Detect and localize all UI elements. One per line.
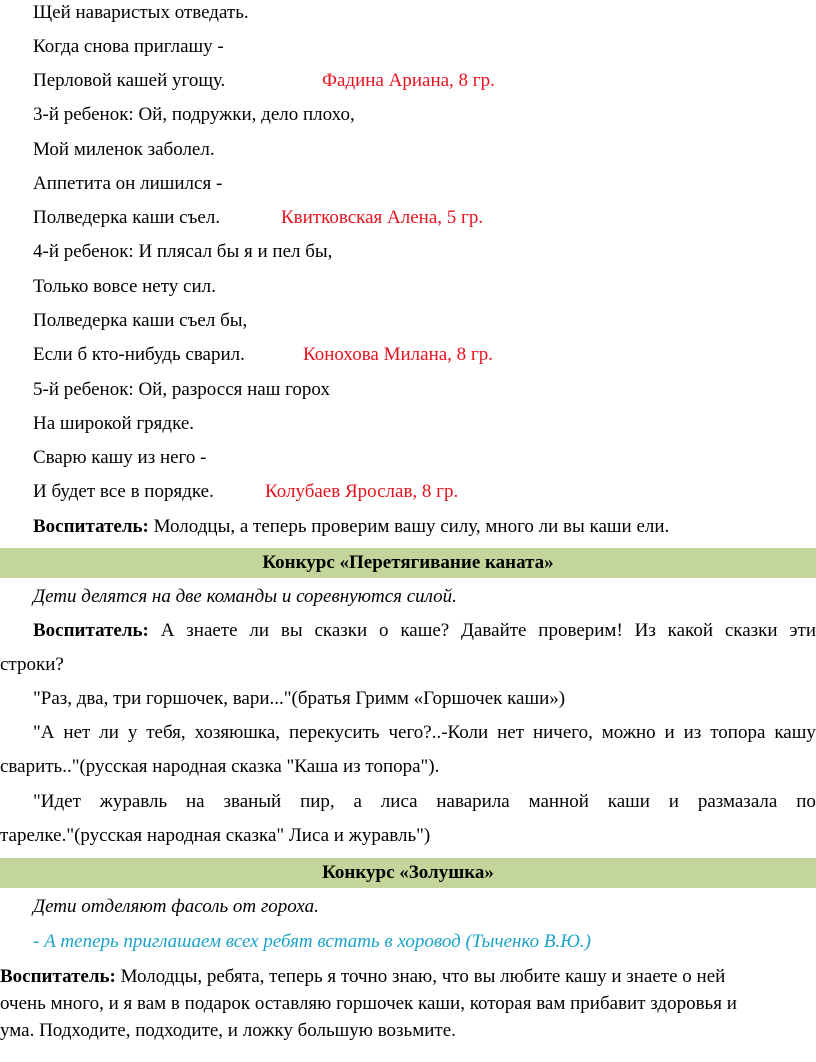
word: из: [683, 722, 702, 743]
invitation-line: - А теперь приглашаем всех ребят встать в хоровод (Тыченко В.Ю.): [33, 931, 591, 952]
justified-line: [33, 722, 816, 744]
poem-line: Мой миленок заболел.: [33, 139, 215, 160]
word: лиса: [380, 791, 418, 812]
word: Из: [634, 620, 656, 641]
poem-line: И будет все в порядке.: [33, 481, 214, 502]
poem-line: 5-й ребенок: Ой, разросся наш горох: [33, 379, 330, 400]
poem-line: Если б кто-нибудь сварил.: [33, 344, 245, 365]
contest-heading: Конкурс «Золушка»: [0, 858, 816, 888]
word: и: [664, 722, 675, 743]
word: наварила: [436, 791, 510, 812]
word: хозяюшка,: [194, 722, 281, 743]
word: проверим!: [538, 620, 623, 641]
educator-closing: [0, 966, 725, 988]
poem-line: Щей наваристых отведать.: [33, 2, 249, 23]
word: пир,: [300, 791, 335, 812]
quote-line: "Раз, два, три горшочек, вари..."(братья Гримм «Горшочек каши»): [33, 688, 566, 709]
word: перекусить: [288, 722, 380, 743]
remark-text: Молодцы, а теперь проверим вашу силу, много ли вы каши ели.: [153, 516, 670, 537]
word: ли: [99, 722, 119, 743]
word: на: [186, 791, 205, 812]
poem-line: Только вовсе нету сил.: [33, 276, 216, 297]
word: Давайте: [461, 620, 527, 641]
poem-line: 4-й ребенок: И плясал бы я и пел бы,: [33, 241, 333, 262]
word: каше?: [400, 620, 450, 641]
justified-line: [33, 620, 816, 642]
word: кашу: [774, 722, 816, 743]
speaker-label: Воспитатель:: [0, 966, 116, 987]
word: вы: [280, 620, 303, 641]
word: ничего,: [532, 722, 593, 743]
word: эти: [789, 620, 816, 641]
speaker-label: Воспитатель:: [33, 516, 149, 537]
contest-instruction: Дети отделяют фасоль от гороха.: [33, 896, 319, 917]
word: журавль: [99, 791, 168, 812]
poem-line: Сварю кашу из него -: [33, 447, 207, 468]
poem-line: На широкой грядке.: [33, 413, 195, 434]
poem-line: Полведерка каши съел.: [33, 207, 221, 228]
quote-paragraph: [0, 791, 816, 847]
author-credit: Фадина Ариана, 8 гр.: [322, 70, 495, 91]
word: по: [796, 791, 816, 812]
contest-heading: Конкурс «Перетягивание каната»: [0, 548, 816, 578]
author-credit: Колубаев Ярослав, 8 гр.: [265, 481, 459, 502]
word: у: [127, 722, 138, 743]
contest-instruction: Дети делятся на две команды и соревнуются силой.: [33, 586, 457, 607]
paragraph-line: сварить.."(русская народная сказка "Каша из топора").: [0, 756, 440, 777]
paragraph-line: строки?: [0, 654, 64, 675]
paragraph-line: Молодцы, ребята, теперь я точно знаю, что вы любите кашу и знаете о ней: [120, 966, 726, 987]
word: и: [668, 791, 679, 812]
poem-line: Когда снова приглашу -: [33, 36, 224, 57]
word: А: [160, 620, 175, 641]
educator-remark: [33, 516, 669, 538]
speaker-label: Воспитатель:: [33, 620, 149, 641]
paragraph-line: тарелке."(русская народная сказка" Лиса и журавль"): [0, 825, 431, 846]
word: нет: [497, 722, 525, 743]
word: а: [353, 791, 362, 812]
poem-line: Полведерка каши съел бы,: [33, 310, 248, 331]
word: топора: [710, 722, 766, 743]
word: знаете: [186, 620, 238, 641]
poem-line: 3-й ребенок: Ой, подружки, дело плохо,: [33, 104, 355, 125]
word: нет: [63, 722, 91, 743]
word: можно: [601, 722, 656, 743]
quote-paragraph: [0, 722, 816, 778]
word: манной: [528, 791, 589, 812]
word: каши: [607, 791, 650, 812]
paragraph-line: ума. Подходите, подходите, и ложку большую возьмите.: [0, 1020, 456, 1041]
author-credit: Квитковская Алена, 5 гр.: [281, 207, 484, 228]
educator-question: [0, 620, 816, 676]
word: чего?..-Коли: [388, 722, 489, 743]
justified-line: [33, 791, 816, 813]
word: "Идет: [33, 791, 81, 812]
word: ли: [249, 620, 270, 641]
word: званый: [223, 791, 282, 812]
word: размазала: [697, 791, 778, 812]
word: сказки: [724, 620, 778, 641]
author-credit: Конохова Милана, 8 гр.: [303, 344, 493, 365]
poem-line: Аппетита он лишился -: [33, 173, 223, 194]
word: какой: [667, 620, 713, 641]
paragraph-line: очень много, и я вам в подарок оставляю горшочек каши, которая вам прибавит здоровья и: [0, 993, 737, 1014]
word: о: [378, 620, 389, 641]
word: тебя,: [146, 722, 186, 743]
word: "А: [33, 722, 55, 743]
poem-line: Перловой кашей угощу.: [33, 70, 226, 91]
word: сказки: [314, 620, 368, 641]
